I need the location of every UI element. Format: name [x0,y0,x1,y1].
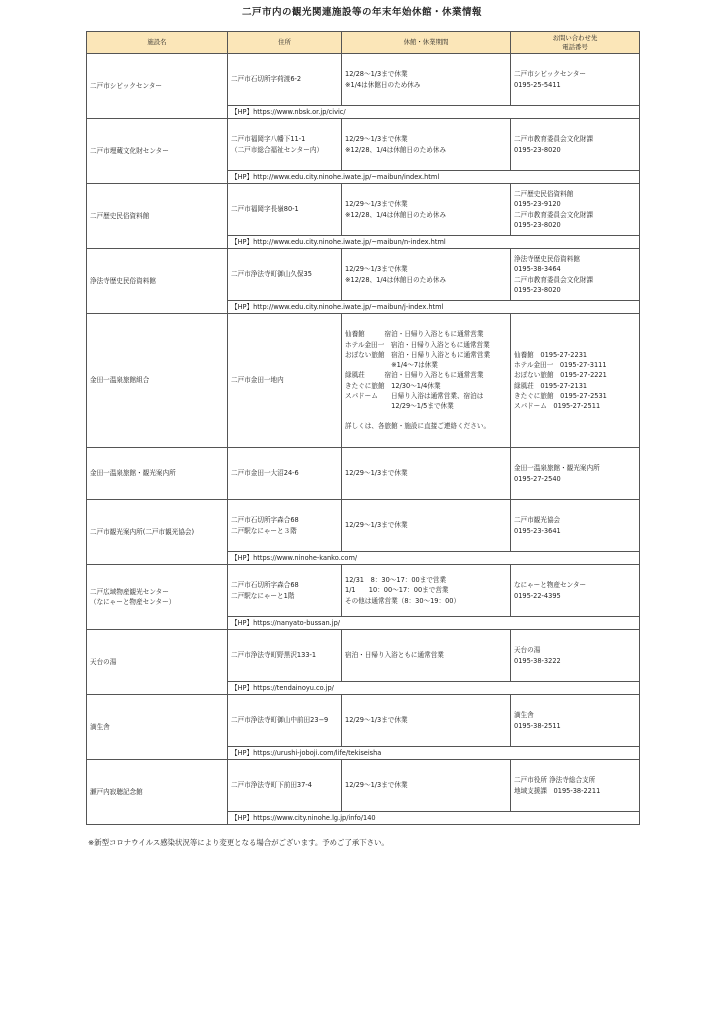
closure-period: 仙養館 宿泊・日帰り入浴ともに通常営業 ホテル金田一 宿泊・日帰り入浴ともに通常営業 おぼない旅館 宿泊・日帰り入浴ともに通常営業 ※1/4～7は休業 緑風荘 宿泊・日帰り入浴ともに通常営業 きたぐに旅館 12/30～1/4休業 スパドーム 日帰り入浴は通常営業、宿泊は 12/29～1/5まで休業 詳しくは、各旅館・施設に直接ご連絡ください。 [342,314,511,448]
header-period: 休館・休業期間 [342,32,511,54]
page-title: 二戸市内の観光関連施設等の年末年始休館・休業情報 [241,7,482,18]
contact-info: 浄法寺歴史民俗資料館 0195-38-3464 二戸市教育委員会文化財課 0195-23-8020 [511,249,640,301]
homepage-link[interactable]: 【HP】https://www.ninohe-kanko.com/ [228,552,640,565]
contact-info: 仙養館 0195-27-2231 ホテル金田一 0195-27-3111 おぼない旅館 0195-27-2221 緑風荘 0195-27-2131 きたぐに旅館 0195-27-2531 スパドーム 0195-27-2511 [511,314,640,448]
table-header-row [87,32,640,54]
contact-info: 金田一温泉旅館・観光案内所 0195-27-2540 [511,448,640,500]
contact-info: 天台の湯 0195-38-3222 [511,630,640,682]
header-contact [511,32,640,54]
closure-period: 12/29～1/3まで休業 [342,695,511,747]
closure-period: 12/31 8：30～17：00まで営業 1/1 10：00～17：00まで営業 その他は通常営業（8：30～19：00） [342,565,511,617]
homepage-link[interactable]: 【HP】http://www.edu.city.ninohe.iwate.jp/~maibun/j-index.html [228,301,640,314]
table-row [87,448,640,500]
closure-period: 12/29～1/3まで休業 [342,500,511,552]
table-row [87,314,640,448]
facility-address: 二戸市石切所字荷渡6-2 [228,54,342,106]
homepage-link[interactable]: 【HP】https://tendainoyu.co.jp/ [228,682,640,695]
facility-name: 二戸歴史民俗資料館 [87,184,228,249]
facility-name: 金田一温泉旅館組合 [87,314,228,448]
contact-info: なにゃーと物産センター 0195-22-4395 [511,565,640,617]
facility-name: 金田一温泉旅館・観光案内所 [87,448,228,500]
homepage-link[interactable]: 【HP】http://www.edu.city.ninohe.iwate.jp/~maibun/index.html [228,171,640,184]
facility-address: 二戸市金田一大沼24-6 [228,448,342,500]
facility-name: 二戸広域物産観光センター （なにゃーと物産センター） [87,565,228,630]
facility-name: 瀬戸内寂聴記念館 [87,760,228,825]
homepage-link[interactable]: 【HP】http://www.edu.city.ninohe.iwate.jp/~maibun/n-index.html [228,236,640,249]
table-row [87,54,640,106]
homepage-link[interactable]: 【HP】https://nanyato-bussan.jp/ [228,617,640,630]
closure-period: 12/29～1/3まで休業 [342,760,511,812]
facility-address: 二戸市浄法寺町野黒沢133-1 [228,630,342,682]
contact-info: 二戸市シビックセンター 0195-25-5411 [511,54,640,106]
facility-name: 滴生舎 [87,695,228,760]
table-row [87,184,640,236]
table-row [87,565,640,617]
homepage-link[interactable]: 【HP】https://www.nbsk.or.jp/civic/ [228,106,640,119]
footnote: ※新型コロナウイルス感染状況等により変更となる場合がございます。予めご了承下さい。 [88,838,389,847]
facility-name: 二戸市観光案内所(二戸市観光協会) [87,500,228,565]
closure-period: 12/29～1/3まで休業 ※12/28、1/4は休館日のため休み [342,249,511,301]
header-contact-line1: お問い合わせ先 [552,33,598,42]
contact-info: 二戸歴史民俗資料館 0195-23-9120 二戸市教育委員会文化財課 0195-23-8020 [511,184,640,236]
homepage-link[interactable]: 【HP】https://urushi-joboji.com/life/tekiseisha [228,747,640,760]
table-row [87,500,640,552]
header-facility: 施設名 [87,32,228,54]
header-contact-line2: 電話番号 [562,42,588,51]
header-address: 住所 [228,32,342,54]
closure-table [86,31,640,825]
facility-address: 二戸市石切所字森合68 二戸駅なにゃーと３階 [228,500,342,552]
facility-address: 二戸市浄法寺町御山久保35 [228,249,342,301]
table-row [87,630,640,682]
facility-name: 二戸市埋蔵文化財センター [87,119,228,184]
closure-period: 12/29～1/3まで休業 ※12/28、1/4は休館日のため休み [342,119,511,171]
closure-period: 12/29～1/3まで休業 ※12/28、1/4は休館日のため休み [342,184,511,236]
facility-address: 二戸市浄法寺町下前田37-4 [228,760,342,812]
table-row [87,249,640,301]
facility-name: 天台の湯 [87,630,228,695]
contact-info: 二戸市観光協会 0195-23-3641 [511,500,640,552]
closure-period: 12/28～1/3まで休業 ※1/4は休館日のため休み [342,54,511,106]
contact-info: 滴生舎 0195-38-2511 [511,695,640,747]
contact-info: 二戸市教育委員会文化財課 0195-23-8020 [511,119,640,171]
contact-info: 二戸市役所 浄法寺総合支所 地域支援課 0195-38-2211 [511,760,640,812]
facility-address: 二戸市浄法寺町御山中前田23−9 [228,695,342,747]
facility-address: 二戸市福岡字八幡下11-1 （二戸市総合福祉センター内） [228,119,342,171]
table-row [87,119,640,171]
homepage-link[interactable]: 【HP】https://www.city.ninohe.lg.jp/info/140 [228,812,640,825]
facility-address: 二戸市石切所字森合68 二戸駅なにゃーと1階 [228,565,342,617]
facility-name: 二戸市シビックセンター [87,54,228,119]
table-row [87,695,640,747]
table-row [87,760,640,812]
closure-period: 宿泊・日帰り入浴ともに通常営業 [342,630,511,682]
facility-address: 二戸市福岡字長嶺80-1 [228,184,342,236]
closure-period: 12/29～1/3まで休業 [342,448,511,500]
facility-address: 二戸市金田一地内 [228,314,342,448]
facility-name: 浄法寺歴史民俗資料館 [87,249,228,314]
